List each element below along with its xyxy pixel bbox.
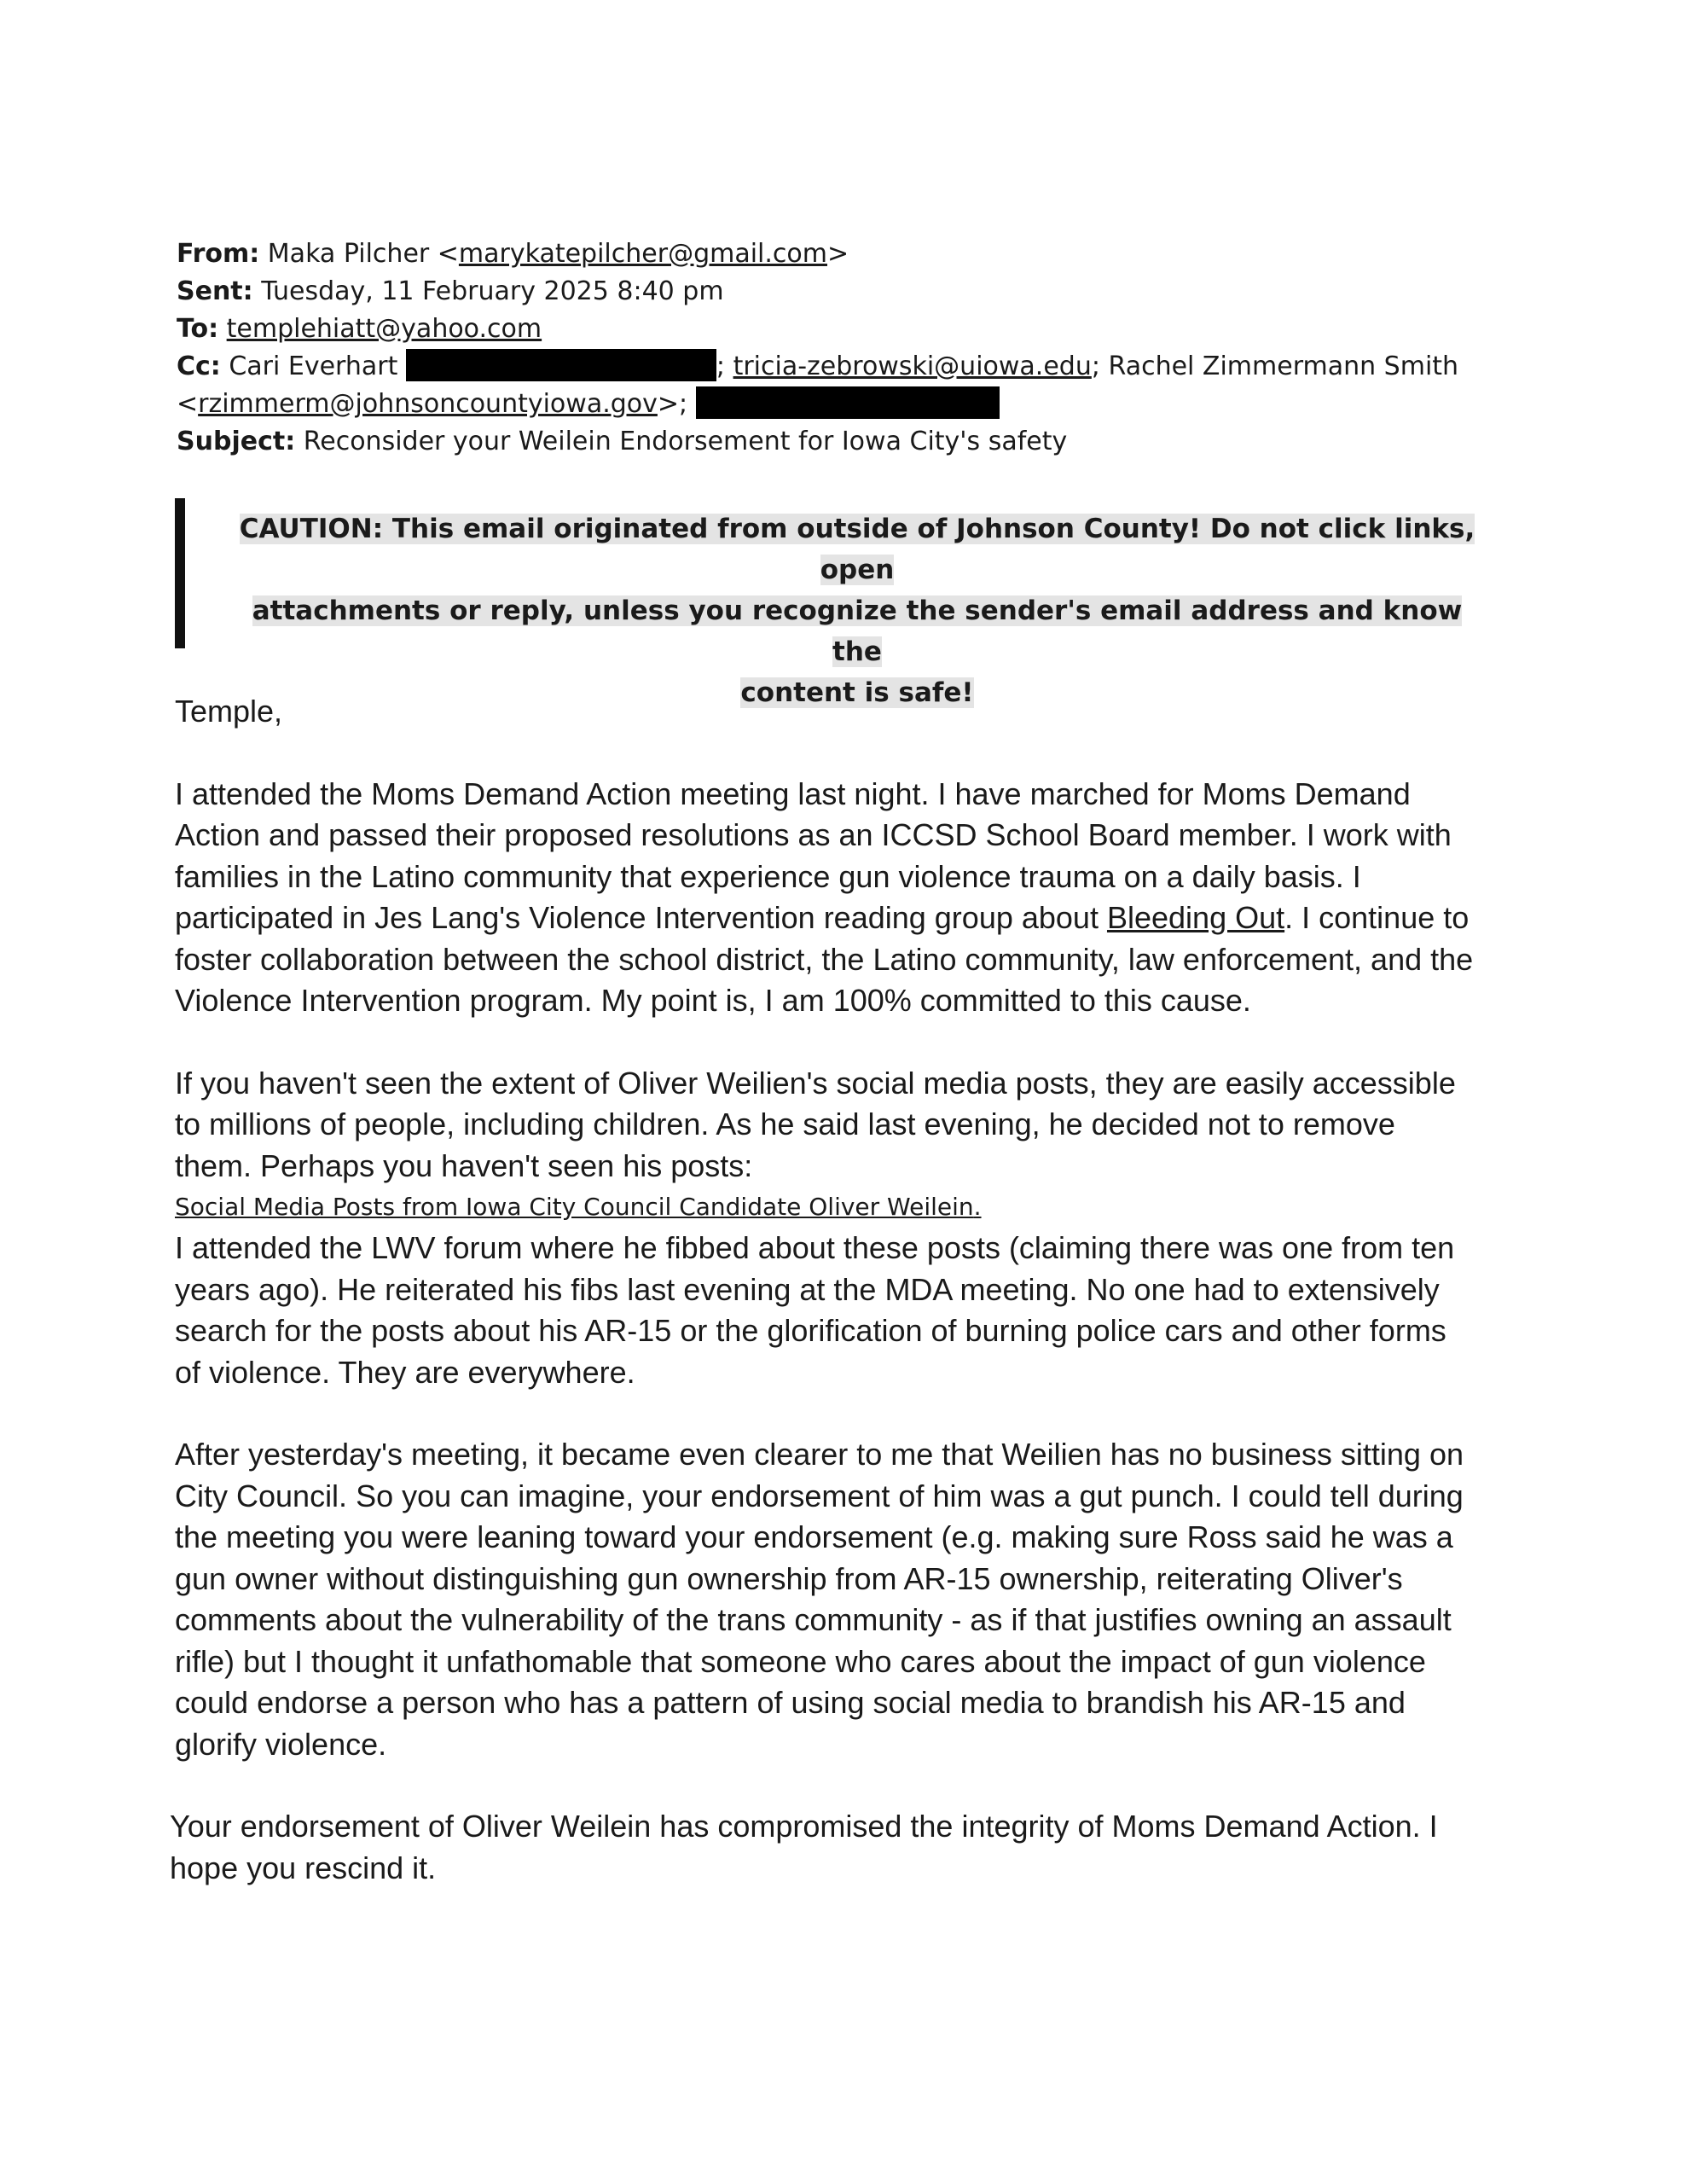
cc-label: Cc: <box>177 351 221 381</box>
social-media-link-period: . <box>973 1193 982 1221</box>
paragraph-1-start: I attended the Moms Demand Action meeting last night. I have marched for Moms Demand Action and passed their proposed resolutions as an ICCSD School Board member. I work with families in the Latino community that experience gun violence trauma on a daily basis. I participated in Jes Lang's Violence Intervention reading group about <box>175 775 1452 935</box>
redaction-box-2 <box>696 386 1000 419</box>
paragraph-1-end: . I continue to foster collaboration between the school district, the Latino community, law enforcement, and the Violence Intervention program. My point is, I am 100% committed to this cause. <box>175 900 1474 1018</box>
from-email-link[interactable]: marykatepilcher@gmail.com <box>458 239 827 269</box>
spacer <box>175 1393 1480 1434</box>
caution-line-3: content is safe! <box>740 677 974 708</box>
cc-line <box>177 348 1507 386</box>
cc-separator: ; <box>716 351 733 381</box>
paragraph-3: I attended the LWV forum where he fibbed about these posts (claiming there was one from ten years ago). He reiterated his fibs last evening at the MDA meeting. No one had to extensively search for the posts about his AR-15 or the glorification of burning police cars and other forms of violence. They are everywhere. <box>175 1230 1455 1390</box>
caution-line-2: attachments or reply, unless you recognize the sender's email address and know the <box>252 595 1463 667</box>
from-email-close: > <box>827 239 849 269</box>
paragraph-4: After yesterday's meeting, it became even clearer to me that Weilien has no business sitting on City Council. So you can imagine, your endorsement of him was a gut punch. I could tell during the meeting you were leaning toward your endorsement (e.g. making sure Ross said he was a gun owner without distinguishing gun ownership from AR-15 ownership, reiterating Oliver's comments about the vulnerability of the trans community - as if that justifies owning an assault rifle) but I thought it unfathomable that someone who cares about the impact of gun violence could endorse a person who has a pattern of using social media to brandish his AR-15 and glorify violence. <box>175 1437 1464 1762</box>
paragraph-1 <box>175 774 1480 1022</box>
sent-value: Tuesday, 11 February 2025 8:40 pm <box>261 276 724 306</box>
to-email-link[interactable]: templehiatt@yahoo.com <box>226 314 542 344</box>
redaction-box-1 <box>406 349 716 381</box>
caution-text <box>226 508 1488 713</box>
from-label: From: <box>177 239 260 269</box>
subject-line <box>177 423 1507 461</box>
from-line <box>177 235 1507 273</box>
cc-email-link-2[interactable]: tricia-zebrowski@uiowa.edu <box>733 351 1092 381</box>
cc-name-1: Cari Everhart <box>229 351 398 381</box>
spacer <box>175 733 1480 774</box>
from-name: Maka Pilcher < <box>267 239 459 269</box>
subject-label: Subject: <box>177 427 296 456</box>
cc-close-bracket: >; <box>657 389 688 419</box>
social-media-link-line <box>175 1187 1480 1228</box>
sent-line <box>177 273 1507 311</box>
caution-banner <box>175 498 1505 708</box>
bleeding-out-link[interactable]: Bleeding Out <box>1106 900 1285 935</box>
email-body <box>170 691 1480 1889</box>
sent-label: Sent: <box>177 276 253 306</box>
cc-open-bracket: < <box>177 389 199 419</box>
cc-name-3: ; Rachel Zimmermann Smith <box>1091 351 1459 381</box>
caution-bar <box>175 498 185 648</box>
email-header <box>177 235 1507 461</box>
spacer <box>175 1765 1480 1806</box>
cc-email-link-3[interactable]: rzimmerm@johnsoncountyiowa.gov <box>198 389 658 419</box>
caution-line-1: CAUTION: This email originated from outside of Johnson County! Do not click links, open <box>239 514 1475 585</box>
spacer <box>175 1022 1480 1063</box>
paragraph-5: Your endorsement of Oliver Weilein has compromised the integrity of Moms Demand Action. I hope you rescind it. <box>170 1809 1438 1885</box>
cc-line-2 <box>177 386 1507 423</box>
to-line <box>177 311 1507 348</box>
paragraph-2: If you haven't seen the extent of Oliver Weilien's social media posts, they are easily accessible to millions of people, including children. As he said last evening, he decided not to remove them. Perhaps you haven't seen his posts: <box>175 1065 1456 1183</box>
social-media-posts-link[interactable]: Social Media Posts from Iowa City Council Candidate Oliver Weilein <box>175 1193 974 1221</box>
greeting: Temple, <box>175 694 283 729</box>
subject-value: Reconsider your Weilein Endorsement for Iowa City's safety <box>303 427 1068 456</box>
to-label: To: <box>177 314 219 344</box>
